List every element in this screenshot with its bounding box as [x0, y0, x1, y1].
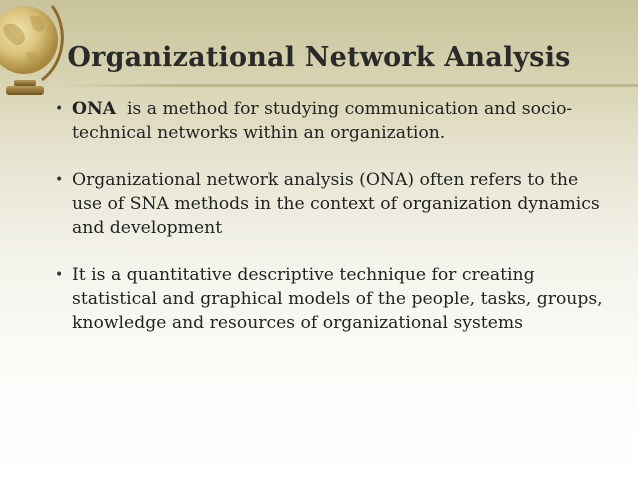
bullet-list — [53, 97, 613, 335]
slide-title: Organizational Network Analysis — [67, 42, 571, 73]
title-divider — [60, 84, 638, 87]
bullet-item-ona-definition — [53, 97, 613, 145]
bullet-mark: • — [55, 101, 64, 117]
bullet-text: It is a quantitative descriptive technique for creating statistical and graphical models of the people, tasks, groups, knowledge and resources of organizational systems — [72, 265, 603, 333]
bullet-text: Organizational network analysis (ONA) often refers to the use of SNA methods in the context of organization dynamics and development — [72, 170, 600, 238]
bullet-item-quantitative-technique — [53, 263, 613, 335]
bullet-mark: • — [55, 267, 64, 283]
bullet-text: is a method for studying communication and socio-technical networks within an organization. — [72, 99, 573, 143]
bullet-item-sna-context — [53, 168, 613, 240]
bullet-term: ONA — [72, 99, 117, 119]
bullet-mark: • — [55, 172, 64, 188]
